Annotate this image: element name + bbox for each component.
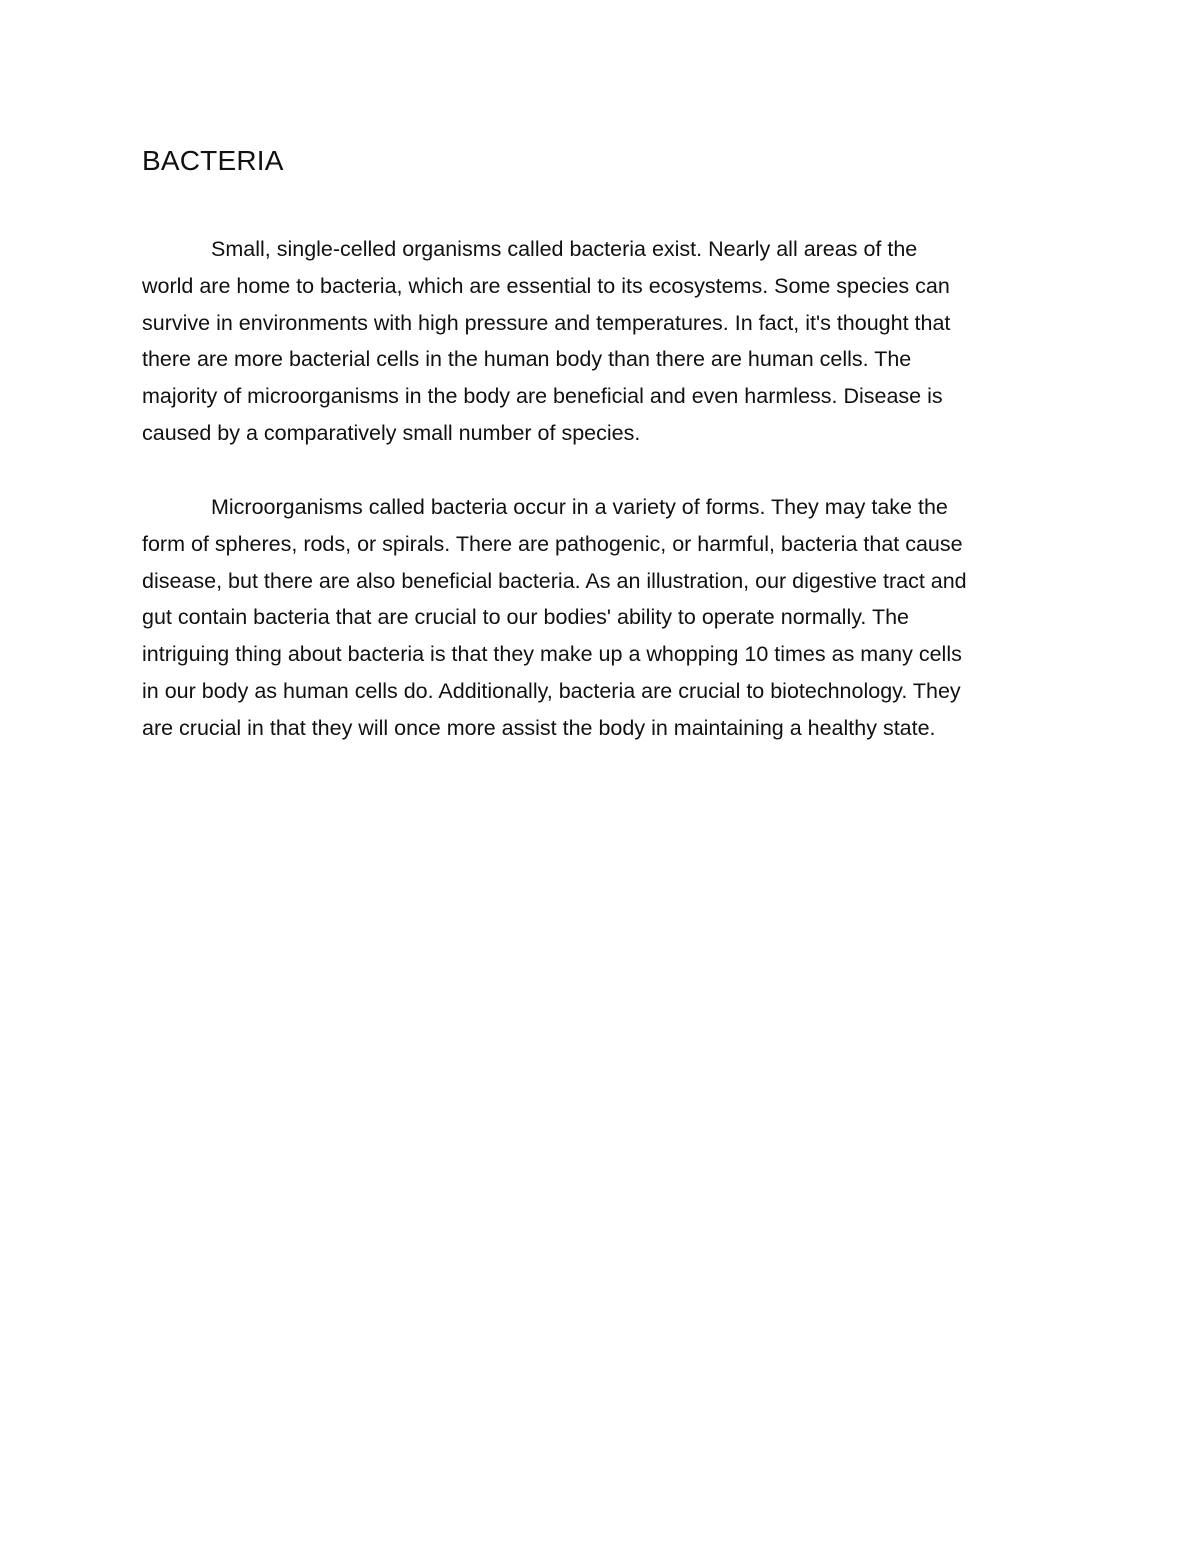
paragraph-1-line: majority of microorganisms in the body are beneficial and even harmless. Disease is [142, 384, 943, 409]
paragraph-2-line: gut contain bacteria that are crucial to our bodies' ability to operate normally. The [142, 605, 909, 630]
paragraph-1-line: there are more bacterial cells in the human body than there are human cells. The [142, 347, 912, 372]
paragraph-2-line: Microorganisms called bacteria occur in a variety of forms. They may take the [211, 495, 948, 519]
paragraph-2-line: disease, but there are also beneficial bacteria. As an illustration, our digestive tract and [142, 568, 967, 593]
paragraph-2-line: intriguing thing about bacteria is that they make up a whopping 10 times as many cells [142, 642, 962, 667]
paragraph-1-line: Small, single-celled organisms called bacteria exist. Nearly all areas of the [211, 237, 918, 261]
paragraph-1-line: world are home to bacteria, which are essential to its ecosystems. Some species can [142, 273, 950, 298]
paragraph-2-line: form of spheres, rods, or spirals. There are pathogenic, or harmful, bacteria that cause [142, 531, 963, 556]
paragraph-2-line: are crucial in that they will once more assist the body in maintaining a healthy state. [142, 715, 936, 740]
paragraph-2-line: in our body as human cells do. Additionally, bacteria are crucial to biotechnology. They [142, 678, 961, 703]
paragraph-1-line: survive in environments with high pressure and temperatures. In fact, it's thought that [142, 310, 951, 335]
paragraph-2 [142, 489, 1102, 747]
paragraph-1-line: caused by a comparatively small number of species. [142, 420, 641, 445]
paragraph-1 [142, 231, 1102, 452]
document-title: BACTERIA [142, 145, 284, 176]
